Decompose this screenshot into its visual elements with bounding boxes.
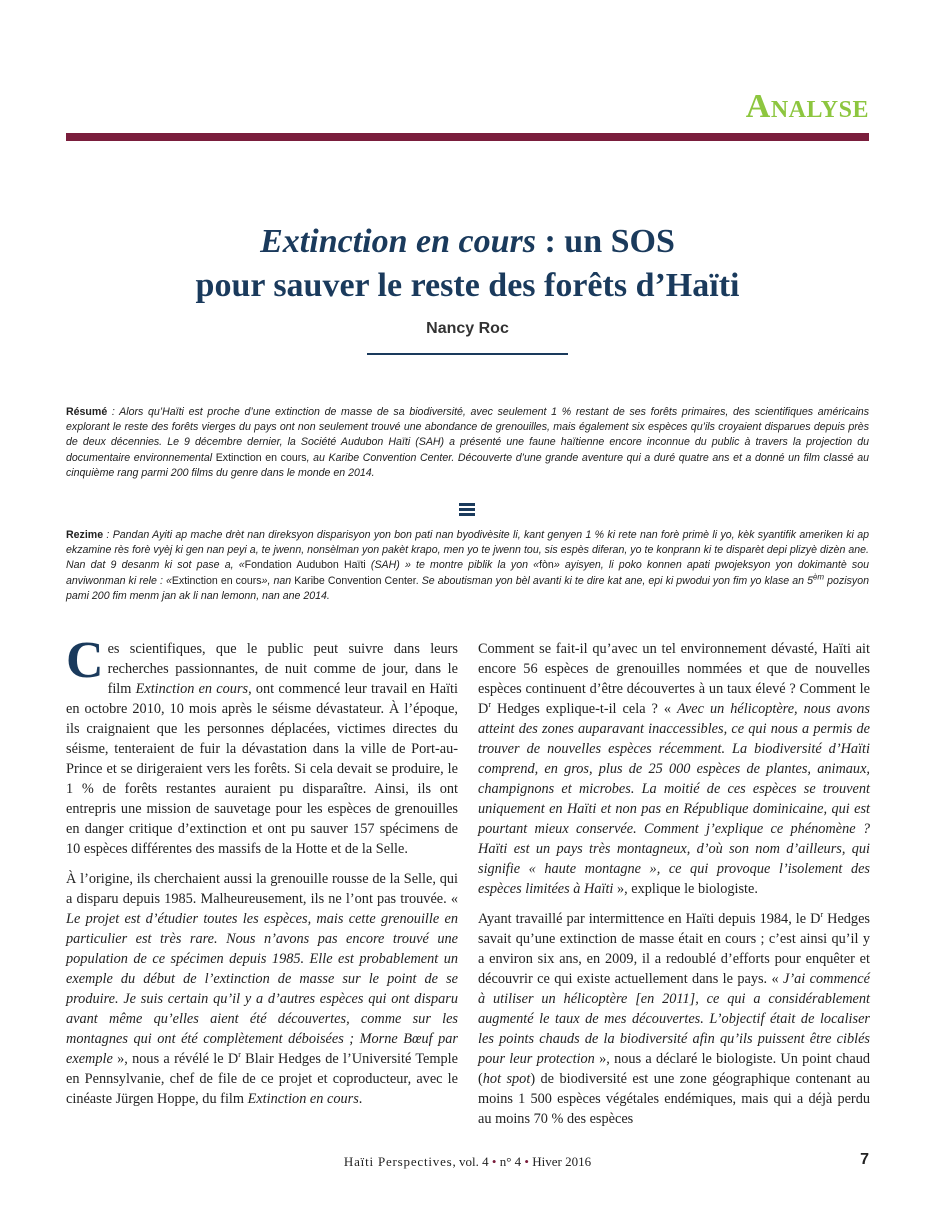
text: À l’origine, ils cherchaient aussi la grenouille rousse de la Selle, qui a disparu depuis 1985. Malheureusement, ils ne l’ont pas trouvée. « (66, 871, 458, 907)
author-name: Nancy Roc (426, 320, 509, 337)
header-rule (66, 133, 869, 141)
resume-text-2: , au Karibe Convention Center. Découverte d’une grande aventure qui a duré quatre ans et a donné un film classé au cinquième rang parmi 200 films du genre dans le monde en 2014. (66, 451, 869, 479)
footer-vol: , vol. 4 (452, 1154, 492, 1169)
rezime-org: Fondation Audubon Haïti (244, 559, 366, 572)
text: , ont commencé leur travail en Haïti en octobre 2010, 10 mois après le séisme dévastateur. À l’époque, ils craignaient que les personnes déplacées, victimes directes du séisme, tenteraient de fuir la dévastation dans la ville de Port-au-Prince et se dirigeraient vers les forêts. Si cela devait se produire, le 1 % de forêts restantes auraient pu disparaître. Ainsi, ils ont entrepris une mission de sauvetage pour les espèces de grenouilles en danger critique d’extinction et ont pu sauver 157 spécimens de 10 espèces différentes des massifs de la Hotte et de la Selle. (66, 681, 458, 857)
text: », nous a révélé le D (112, 1051, 239, 1067)
footer-num: n° 4 (496, 1154, 525, 1169)
rezime-sup: èm (812, 572, 825, 582)
text: », explique le biologiste. (613, 881, 758, 897)
drop-cap: C (66, 632, 104, 689)
term: hot spot (482, 1071, 531, 1087)
quote: Le projet est d’étudier toutes les espèces, mais cette grenouille en particulier est très rare. Nous n’avons pas encore trouvé une population de ce spécimen depuis 1985. Elle est probablement un exemple du début de l’extinction de masse sur le point de se produire. Je suis certain qu’il y a d’autres espèces qui ont disparu avant même qu’elles aient été découvertes, comme sur les montagnes qui ont été complètement déboisées ; Morne Bœuf par exemple (66, 911, 458, 1067)
paragraph (478, 639, 870, 899)
rezime-text-4: », nan (261, 574, 295, 587)
page-number: 7 (860, 1151, 869, 1168)
author-rule (367, 353, 568, 355)
paragraph (66, 869, 458, 1109)
quote: Avec un hélicoptère, nous avons atteint des zones auparavant inaccessibles, ce qui nous a permis de trouver de nouvelles espèces récemment. La biodiversité d’Haïti comprend, en gros, plus de 25 000 espèces de plantes, animaux, champignons et microbes. La moitié de ces espèces se trouvent uniquement en Haïti et non pas en République dominicaine, qui est pourtant mieux conservée. Comment j’explique ce phénomène ? Haïti est un pays très montagneux, d’où son nom d’ailleurs, qui signifie « haute montagne », ce qui provoque l’isolement des espèces limitées à Haïti (478, 701, 870, 897)
quote: J’ai commencé à utiliser un hélicoptère [en 2011], ce qui a considérablement augmenté le taux de mes découvertes. L’objectif était de localiser les points chauds de la biodiversité afin qu’ils puissent être ciblés pour leur protection (478, 971, 870, 1067)
title-italic: Extinction en cours (260, 223, 536, 260)
bullet-icon: • (491, 1154, 497, 1169)
paragraph (66, 632, 458, 859)
menu-lines-icon (459, 503, 475, 517)
article-title (66, 220, 869, 308)
text: Hedges explique-t-il cela ? « (491, 701, 678, 717)
superscript: r (488, 700, 491, 710)
rezime-fon: fòn (539, 559, 554, 572)
title-rest: : un SOS (535, 223, 675, 260)
title-line2: pour sauver le reste des forêts d’Haïti (195, 267, 740, 304)
rezime-venue: Karibe Convention Center. (294, 574, 419, 587)
paragraph (478, 909, 870, 1129)
text: Ayant travaillé par intermittence en Haïti depuis 1984, le D (478, 911, 821, 927)
superscript: r (820, 910, 824, 920)
film-title: Extinction en cours (135, 681, 249, 697)
footer-season: Hiver 2016 (528, 1154, 592, 1169)
journal-name: Haïti Perspectives (343, 1154, 453, 1169)
text: Hedges savait qu’une extinction de masse était en cours ; c’est ainsi qu’il y a environ six ans, en 2009, il a redoublé d’efforts pour enquêter et découvrir ce qui existe actuellement dans le pays. « (478, 911, 870, 987)
text: es scientifiques, que le public peut suivre dans leurs recherches passionnantes, de nuit comme de jour, dans le film (107, 641, 458, 697)
resume-abstract (66, 405, 869, 481)
text: ) de biodiversité est une zone géographique contenant au moins 1 500 espèces végétales endémiques, mais qui a déjà perdu au moins 70 % des espèces (478, 1071, 870, 1127)
body-column-left (66, 632, 458, 1119)
rezime-film: Extinction en cours (171, 574, 262, 587)
text: . (358, 1091, 363, 1107)
section-label: Analyse (745, 88, 869, 125)
rezime-text-3: » ayisyen, li poko konnen apati pwojeksyon yon dokimantè sou anviwonman ki rele : « (66, 559, 869, 587)
rezime-text: : Pandan Ayiti ap mache drèt nan direksyon disparisyon yon bon pati nan byodivèsite li, kant genyen 1 % ki rete nan forè primè li yo, kèk syantifik ameriken ki ap ekzamine rès forè vyèj ki gen nan peyi a, te jwenn, nonsèlman yon pakèt krapo, men yo te jwenn tou, sis espès diferan, yo te konprann ki te disparèt depi plizyè dizèn ane. Nan dat 9 desanm ki sot pase a, « (66, 529, 869, 572)
superscript: r (238, 1050, 241, 1060)
resume-film: Extinction en cours (215, 451, 307, 464)
bullet-icon: • (524, 1154, 529, 1169)
text: », nous a déclaré le biologiste. Un point chaud ( (478, 1051, 870, 1087)
page-footer (0, 1154, 935, 1170)
film-title: Extinction en cours (247, 1091, 359, 1107)
body-column-right (478, 639, 870, 1139)
rezime-abstract (66, 528, 869, 604)
text: Comment se fait-il qu’avec un tel environnement dévasté, Haïti ait encore 56 espèces de grenouilles nommées et que de nouvelles espèces continuent d’être découvertes à un taux élevé ? Comment le D (478, 641, 870, 717)
resume-text: : Alors qu’Haïti est proche d’une extinction de masse de sa biodiversité, avec seulement 1 % restant de ses forêts primaires, des scientifiques américains explorant le reste des forêts vierges du pays ont non seulement trouvé une abondance de grenouilles, mais également six espèces qu’ils croyaient disparues depuis près de deux décennies. Le 9 décembre dernier, la Société Audubon Haïti (SAH) a présenté une faune haïtienne encore inconnue du public à travers la projection du documentaire environnemental (66, 406, 869, 464)
resume-label: Résumé (66, 406, 108, 418)
rezime-label: Rezime (66, 529, 104, 541)
rezime-text-6: pozisyon pami 200 fim menm jan ak li nan lemonn, nan ane 2014. (66, 574, 869, 602)
text: Blair Hedges de l’Université Temple en Pennsylvanie, chef de file de ce projet et coproducteur, avec le cinéaste Jürgen Hoppe, du film (66, 1051, 458, 1107)
rezime-text-2: (SAH) » te montre piblik la yon « (365, 559, 540, 572)
rezime-text-5: Se aboutisman yon bèl avanti ki te dire kat ane, epi ki pwodui yon fim yo klase an 5 (418, 574, 813, 587)
